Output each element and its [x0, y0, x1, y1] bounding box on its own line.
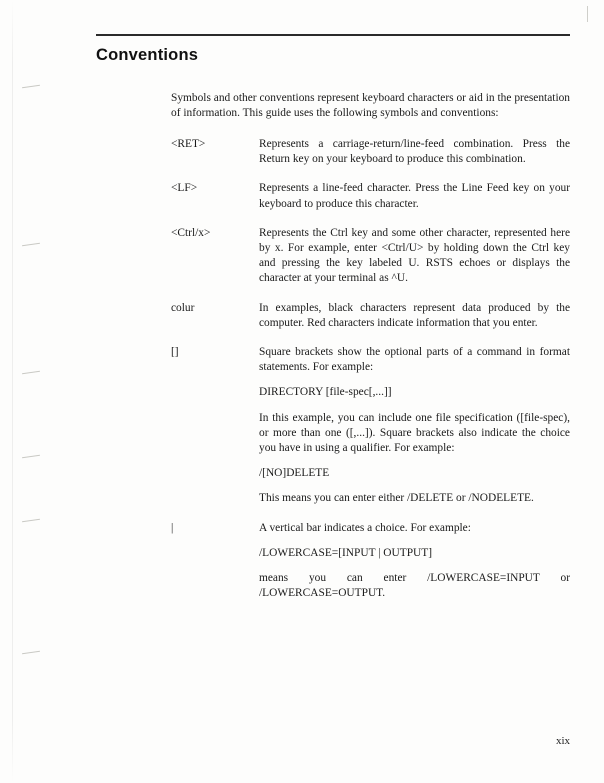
intro-paragraph: Symbols and other conventions represent keyboard characters or aid in the presentation of information. This guide uses the following symbols and conventions: — [171, 91, 570, 119]
page-content — [96, 34, 570, 615]
description-cell — [259, 181, 570, 225]
example-line: /LOWERCASE=[INPUT | OUTPUT] — [259, 546, 433, 559]
table-row — [171, 345, 570, 521]
conventions-table — [171, 137, 570, 615]
scan-margin-marks — [22, 60, 48, 720]
page-number: xix — [555, 735, 570, 747]
description-paragraph: In this example, you can include one file specification ([file-spec), or more than one ([,...]). Square brackets also indicate the choice you have in using a qualifier. For example: — [259, 411, 570, 455]
description-cell — [259, 226, 570, 301]
description-cell — [259, 137, 570, 181]
table-row — [171, 137, 570, 181]
page-edge-line — [12, 0, 13, 783]
symbol-cell: [] — [171, 346, 179, 359]
symbol-cell: | — [171, 521, 174, 534]
description-paragraph: A vertical bar indicates a choice. For example: — [259, 521, 471, 534]
table-row — [171, 521, 570, 616]
scan-artifact-top-right — [587, 6, 588, 22]
body-block — [171, 91, 570, 616]
symbol-cell: <LF> — [171, 182, 198, 195]
symbol-cell: colur — [171, 301, 195, 314]
description-paragraph: This means you can enter either /DELETE or /NODELETE. — [259, 492, 534, 505]
description-paragraph: Represents a carriage-return/line-feed combination. Press the Return key on your keyboard to produce this combination. — [259, 138, 570, 166]
example-line: /[NO]DELETE — [259, 467, 330, 480]
description-cell — [259, 521, 570, 616]
description-paragraph: In examples, black characters represent data produced by the computer. Red characters indicate information that you enter. — [259, 301, 570, 329]
description-cell — [259, 301, 570, 345]
description-paragraph: Represents the Ctrl key and some other character, represented here by x. For example, enter <Ctrl/U> by holding down the Ctrl key and pressing the key labeled U. RSTS echoes or displays the character at your terminal as ^U. — [259, 226, 570, 285]
symbol-cell: <Ctrl/x> — [171, 226, 211, 239]
description-paragraph: Square brackets show the optional parts of a command in format statements. For example: — [259, 346, 570, 374]
symbol-cell: <RET> — [171, 138, 206, 150]
description-cell — [259, 345, 570, 521]
header-rule — [96, 34, 570, 36]
description-paragraph: means you can enter /LOWERCASE=INPUT or /LOWERCASE=OUTPUT. — [259, 572, 570, 600]
description-paragraph: Represents a line-feed character. Press the Line Feed key on your keyboard to produce this character. — [259, 182, 570, 210]
table-row — [171, 226, 570, 301]
example-line: DIRECTORY [file-spec[,...]] — [259, 386, 392, 399]
table-row — [171, 181, 570, 225]
page-title: Conventions — [96, 45, 199, 64]
table-row — [171, 301, 570, 345]
